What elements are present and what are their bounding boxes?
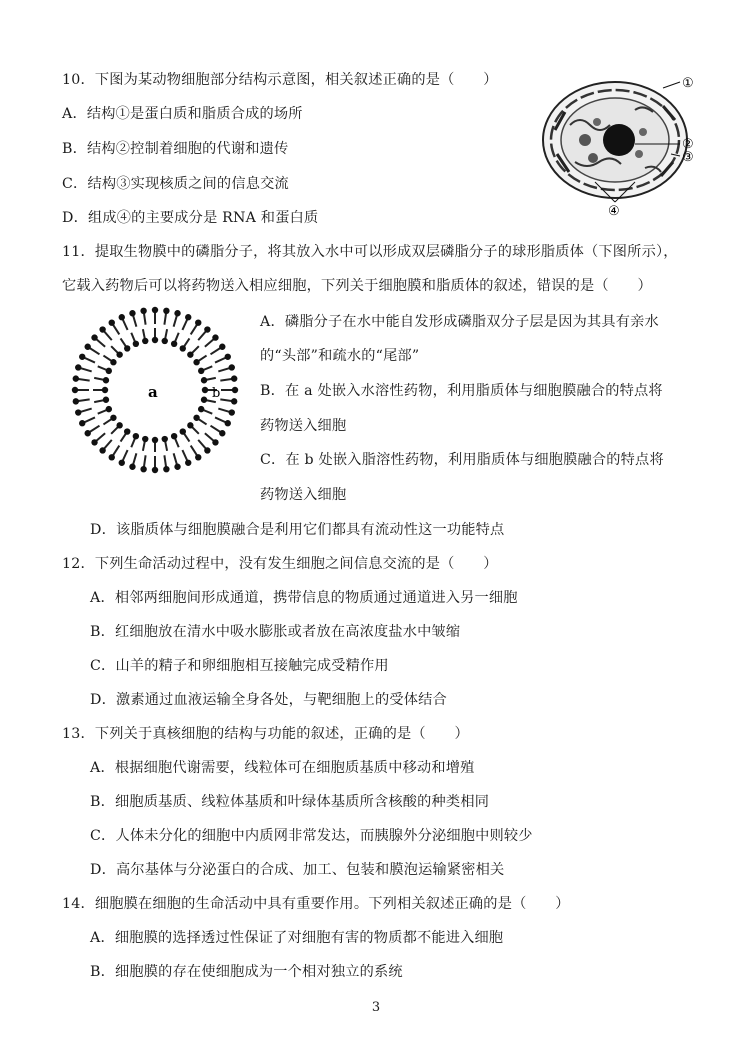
outer-phospholipid-head xyxy=(140,308,146,314)
q11-option-c-line2: 药物送入细胞 xyxy=(260,487,347,503)
outer-phospholipid-head xyxy=(129,464,135,470)
inner-phospholipid-head xyxy=(193,359,199,365)
q10-option-b: B．结构②控制着细胞的代谢和遗传 xyxy=(62,141,289,157)
outer-phospholipid-head xyxy=(174,310,180,316)
outer-phospholipid-head xyxy=(212,334,218,340)
q12-option-d: D．激素通过血液运输全身各处，与靶细胞上的受体结合 xyxy=(90,692,447,708)
outer-phospholipid-head xyxy=(195,454,201,460)
inner-phospholipid-head xyxy=(124,345,130,351)
outer-phospholipid-head xyxy=(75,364,81,370)
q13-option-d: D．高尔基体与分泌蛋白的合成、加工、包装和膜泡运输紧密相关 xyxy=(90,862,505,878)
outer-phospholipid-head xyxy=(119,460,125,466)
inner-phospholipid-head xyxy=(152,437,158,443)
q14-stem: 14．细胞膜在细胞的生命活动中具有重要作用。下列相关叙述正确的是（ ） xyxy=(62,896,570,912)
outer-phospholipid-head xyxy=(91,334,97,340)
outer-phospholipid-head xyxy=(79,354,85,360)
cell-label-1: ① xyxy=(682,76,694,91)
outer-phospholipid-head xyxy=(204,326,210,332)
inner-phospholipid-head xyxy=(116,351,122,357)
inner-phospholipid-head xyxy=(202,387,208,393)
outer-phospholipid-head xyxy=(152,467,158,473)
outer-phospholipid-head xyxy=(84,430,90,436)
outer-phospholipid-head xyxy=(163,308,169,314)
outer-phospholipid-head xyxy=(99,447,105,453)
q12-option-c: C．山羊的精子和卵细胞相互接触完成受精作用 xyxy=(90,658,389,674)
outer-phospholipid-head xyxy=(152,307,158,313)
inner-phospholipid-head xyxy=(116,422,122,428)
outer-phospholipid-head xyxy=(195,319,201,325)
q11-option-b-line2: 药物送入细胞 xyxy=(260,418,347,434)
liposome-label-b: b xyxy=(212,386,221,401)
outer-phospholipid-head xyxy=(119,314,125,320)
inner-phospholipid-head xyxy=(171,433,177,439)
inner-phospholipid-head xyxy=(133,341,139,347)
outer-phospholipid-head xyxy=(229,409,235,415)
liposome-diagram xyxy=(70,305,240,475)
q13-option-c: C．人体未分化的细胞中内质网非常发达，而胰腺外分泌细胞中则较少 xyxy=(90,828,533,844)
inner-phospholipid-head xyxy=(198,406,204,412)
q11-stem-line2: 它载入药物后可以将药物送入相应细胞，下列关于细胞膜和脂质体的叙述，错误的是（ ） xyxy=(62,278,652,294)
outer-phospholipid-head xyxy=(185,460,191,466)
inner-phospholipid-head xyxy=(162,338,168,344)
q10-option-d: D．组成④的主要成分是 RNA 和蛋白质 xyxy=(62,210,319,226)
q11-option-b-line1: B．在 a 处嵌入水溶性药物，利用脂质体与细胞膜融合的特点将 xyxy=(260,383,663,399)
outer-phospholipid-head xyxy=(219,344,225,350)
q10-stem: 10．下图为某动物细胞部分结构示意图，相关叙述正确的是（ ） xyxy=(62,72,498,88)
outer-phospholipid-head xyxy=(75,409,81,415)
outer-phospholipid-head xyxy=(73,375,79,381)
q10-option-a: A．结构①是蛋白质和脂质合成的场所 xyxy=(62,106,303,122)
inner-phospholipid-head xyxy=(180,428,186,434)
q13-stem: 13．下列关于真核细胞的结构与功能的叙述，正确的是（ ） xyxy=(62,726,469,742)
inner-phospholipid-head xyxy=(102,387,108,393)
q13-option-b: B．细胞质基质、线粒体基质和叶绿体基质所含核酸的种类相同 xyxy=(90,794,490,810)
q11-stem-line1: 11．提取生物膜中的磷脂分子，将其放入水中可以形成双层磷脂分子的球形脂质体（下图所示）， xyxy=(62,244,678,260)
q11-option-d: D．该脂质体与细胞膜融合是利用它们都具有流动性这一功能特点 xyxy=(90,522,505,538)
inner-phospholipid-head xyxy=(152,337,158,343)
outer-phospholipid-head xyxy=(140,466,146,472)
inner-phospholipid-head xyxy=(171,341,177,347)
q10-option-c: C．结构③实现核质之间的信息交流 xyxy=(62,176,289,192)
inner-phospholipid-head xyxy=(198,368,204,374)
outer-phospholipid-head xyxy=(109,454,115,460)
animal-cell-diagram xyxy=(535,70,705,220)
outer-phospholipid-head xyxy=(229,364,235,370)
q14-option-a: A．细胞膜的选择透过性保证了对细胞有害的物质都不能进入细胞 xyxy=(90,930,504,946)
inner-phospholipid-head xyxy=(201,377,207,383)
cell-label-4: ④ xyxy=(608,204,620,219)
outer-phospholipid-head xyxy=(219,430,225,436)
outer-phospholipid-head xyxy=(91,439,97,445)
outer-phospholipid-head xyxy=(72,387,78,393)
outer-phospholipid-head xyxy=(174,464,180,470)
inner-phospholipid-head xyxy=(187,422,193,428)
q14-option-b: B．细胞膜的存在使细胞成为一个相对独立的系统 xyxy=(90,964,403,980)
inner-phospholipid-head xyxy=(193,415,199,421)
inner-phospholipid-head xyxy=(103,397,109,403)
inner-phospholipid-head xyxy=(106,368,112,374)
outer-phospholipid-head xyxy=(109,319,115,325)
outer-phospholipid-head xyxy=(225,420,231,426)
outer-phospholipid-head xyxy=(204,447,210,453)
inner-phospholipid-head xyxy=(142,338,148,344)
outer-phospholipid-head xyxy=(232,387,238,393)
inner-phospholipid-head xyxy=(133,433,139,439)
outer-phospholipid-head xyxy=(231,375,237,381)
inner-phospholipid-head xyxy=(106,406,112,412)
page-number: 3 xyxy=(371,1000,381,1015)
q12-stem: 12．下列生命活动过程中，没有发生细胞之间信息交流的是（ ） xyxy=(62,556,498,572)
q13-option-a: A．根据细胞代谢需要，线粒体可在细胞质基质中移动和增殖 xyxy=(90,760,475,776)
inner-phospholipid-head xyxy=(110,359,116,365)
inner-phospholipid-head xyxy=(180,345,186,351)
outer-phospholipid-head xyxy=(231,398,237,404)
liposome-label-a: a xyxy=(148,383,158,401)
cell-label-2: ② xyxy=(682,137,694,152)
q12-option-b: B．红细胞放在清水中吸水膨胀或者放在高浓度盐水中皱缩 xyxy=(90,624,461,640)
outer-phospholipid-head xyxy=(79,420,85,426)
outer-phospholipid-head xyxy=(212,439,218,445)
outer-phospholipid-head xyxy=(73,398,79,404)
inner-phospholipid-head xyxy=(110,415,116,421)
outer-phospholipid-head xyxy=(84,344,90,350)
inner-phospholipid-head xyxy=(201,397,207,403)
q11-option-a-line1: A．磷脂分子在水中能自发形成磷脂双分子层是因为其具有亲水 xyxy=(260,314,659,330)
q11-option-c-line1: C．在 b 处嵌入脂溶性药物，利用脂质体与细胞膜融合的特点将 xyxy=(260,452,664,468)
inner-phospholipid-head xyxy=(103,377,109,383)
inner-phospholipid-head xyxy=(162,436,168,442)
outer-phospholipid-head xyxy=(129,310,135,316)
q12-option-a: A．相邻两细胞间形成通道，携带信息的物质通过通道进入另一细胞 xyxy=(90,590,518,606)
inner-phospholipid-head xyxy=(142,436,148,442)
inner-phospholipid-head xyxy=(187,351,193,357)
outer-phospholipid-head xyxy=(225,354,231,360)
cell-label-3: ③ xyxy=(682,150,694,165)
outer-phospholipid-head xyxy=(163,466,169,472)
q11-option-a-line2: 的“头部”和疏水的“尾部” xyxy=(260,348,420,364)
outer-phospholipid-head xyxy=(99,326,105,332)
outer-phospholipid-head xyxy=(185,314,191,320)
inner-phospholipid-head xyxy=(124,428,130,434)
